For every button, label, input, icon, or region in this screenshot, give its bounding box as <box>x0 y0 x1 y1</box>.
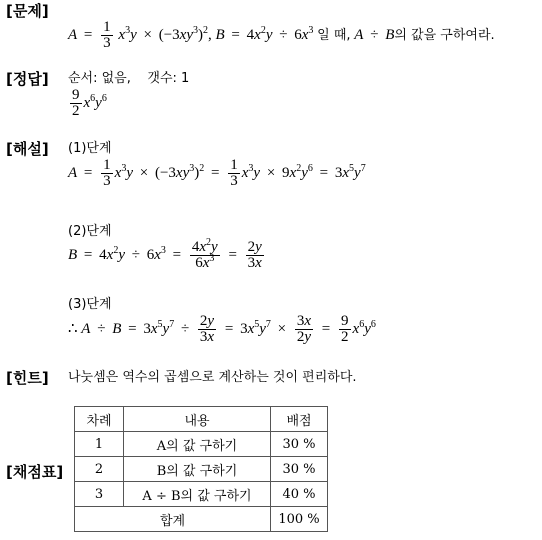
answer-meta <box>68 70 189 88</box>
step3-label: (3)단계 <box>68 297 112 312</box>
hint-label: [힌트] <box>6 369 49 387</box>
total-label: 합계 <box>75 507 271 532</box>
total-points: 100 % <box>271 507 328 532</box>
answer-order: 순서: 없음, <box>68 71 131 86</box>
problem-label: [문제] <box>6 2 49 20</box>
header-points: 배점 <box>271 407 328 432</box>
step2-expr: $B = 4x^2y \div 6x^3$ = $\frac{4x^2y}{6x^3}$ = $\frac{2y}{3x}$ <box>68 237 262 271</box>
problem-fraction: $\frac{1}{3}$ <box>103 19 111 51</box>
answer-value: $\frac{9}{2}$ $x^6y^6$ <box>72 87 107 119</box>
header-content: 내용 <box>124 407 271 432</box>
score-table-header <box>75 407 328 432</box>
answer-label: [정답] <box>6 70 49 88</box>
table-row: 3 A ÷ B의 값 구하기 40 % <box>75 482 328 507</box>
answer-fraction: $\frac{9}{2}$ <box>72 87 80 119</box>
problem-statement: A = $\frac{1}{3}$ $x^3y \times (-3xy^3)^2$, $B = 4x^2y \div 6x^3$ 일 때, A ÷ B의 값을 구하여라. <box>68 19 495 51</box>
solution-label: [해설] <box>6 140 49 158</box>
table-row: 1 A의 값 구하기 30 % <box>75 432 328 457</box>
scoring-label: [채점표] <box>6 463 64 481</box>
score-table <box>74 406 328 532</box>
table-row: 2 B의 값 구하기 30 % <box>75 457 328 482</box>
step2-label: (2)단계 <box>68 224 112 239</box>
step1-expr: A = $\frac{1}{3}$ $x^3y \times (-3xy^3)^2$ = $\frac{1}{3}$ $x^3y \times 9x^2y^6 = 3x^5y^7$ <box>68 157 366 189</box>
step3-expr: ∴ $A \div B = 3x^5y^7$ ÷ $\frac{2y}{3x}$ = $3x^5y^7$ × $\frac{3x}{2y}$ = $\frac{9}{2}$ $x^6y^6$ <box>68 313 376 345</box>
answer-count: 갯수: 1 <box>147 71 190 86</box>
header-no: 차례 <box>75 407 124 432</box>
table-total-row <box>75 507 328 532</box>
hint-text: 나눗셈은 역수의 곱셈으로 계산하는 것이 편리하다. <box>68 370 357 385</box>
step1-label: (1)단계 <box>68 141 112 156</box>
